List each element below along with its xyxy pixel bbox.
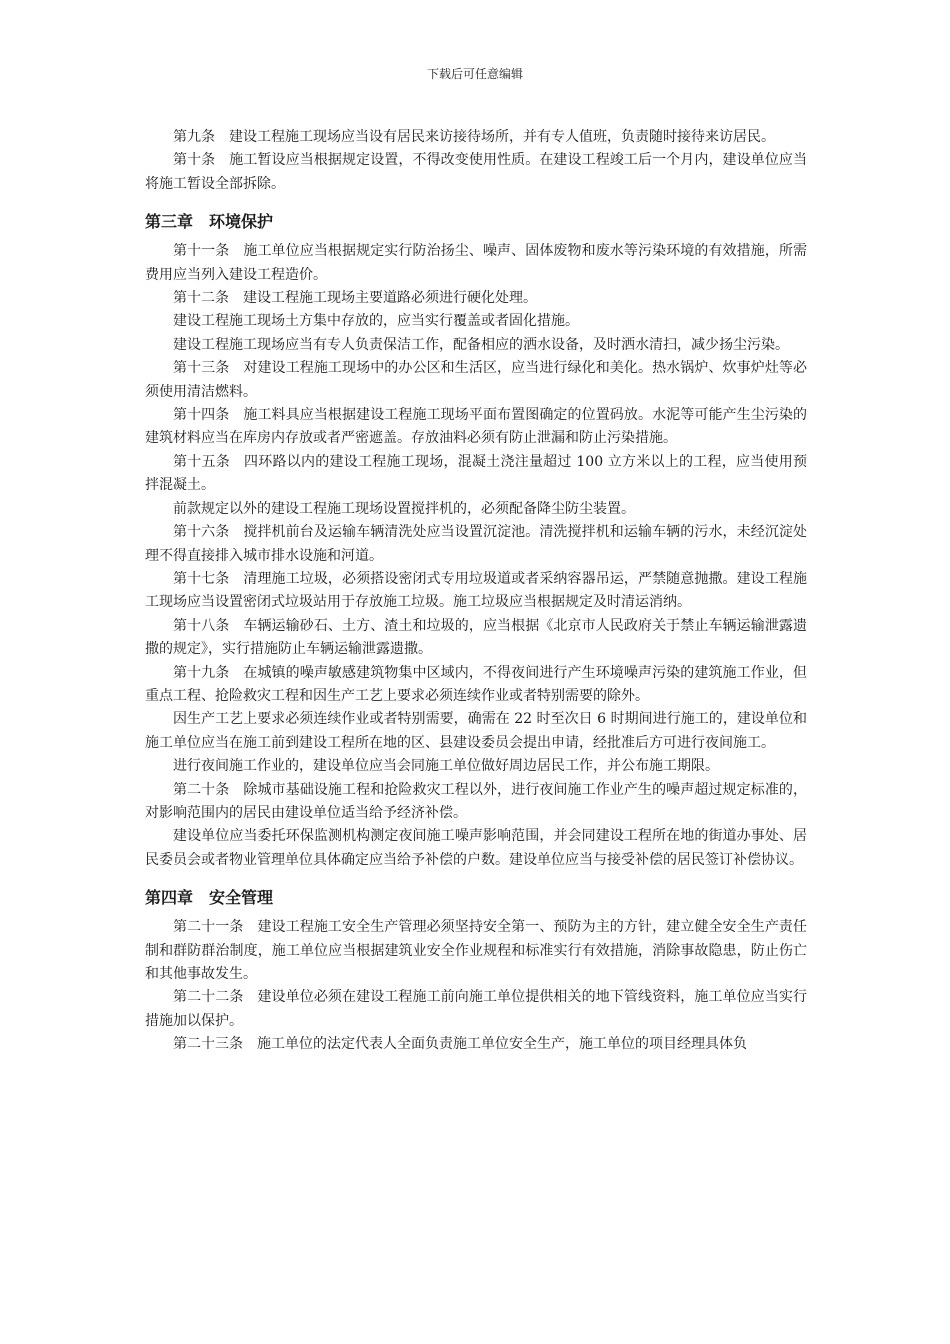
article-number: 第二十二条: [173, 989, 244, 1006]
article-text: 建设单位必须在建设工程施工前向施工单位提供相关的地下管线资料，施工单位应当实行措施加以保护。: [145, 989, 808, 1029]
article-number: 第十七条: [173, 570, 230, 587]
article-text: 建设工程施工现场应当设有居民来访接待场所，并有专人值班，负责随时接待来访居民。: [229, 129, 775, 145]
chapter-title: 安全管理: [209, 888, 274, 908]
article-text: 四环路以内的建设工程施工现场，混凝土浇注量超过 100 立方米以上的工程，应当使用预拌混凝土。: [145, 453, 808, 494]
article-text: 搅拌机前台及运输车辆清洗处应当设置沉淀池。清洗搅拌机和运输车辆的污水，未经沉淀处理不得直接排入城市排水设施和河道。: [145, 524, 808, 564]
article-number: 第十条: [173, 152, 216, 169]
article-number: 第十八条: [173, 617, 230, 634]
article-paragraph: [145, 334, 807, 357]
document-body: [145, 126, 807, 1057]
article-paragraph: [145, 755, 807, 778]
article-text: 施工单位应当根据规定实行防治扬尘、噪声、固体废物和废水等污染环境的有效措施，所需费用应当列入建设工程造价。: [145, 243, 808, 283]
article-paragraph: [145, 568, 807, 615]
article-paragraph: [145, 1033, 807, 1056]
article-paragraph: [145, 310, 807, 333]
article-paragraph: [145, 357, 807, 404]
article-number: 第二十一条: [173, 919, 244, 936]
article-number: 第二十三条: [173, 1036, 243, 1053]
article-text: 建设工程施工现场主要道路必须进行硬化处理。: [243, 290, 537, 307]
article-paragraph: [145, 916, 807, 986]
article-text: 清理施工垃圾，必须搭设密闭式专用垃圾道或者采纳容器吊运，严禁随意抛撒。建设工程施工现场应当设置密闭式垃圾站用于存放施工垃圾。施工垃圾应当根据规定及时清运消纳。: [145, 570, 808, 611]
article-paragraph: [145, 287, 807, 310]
article-number: 第十四条: [173, 407, 230, 424]
article-number: 第二十条: [173, 781, 230, 798]
article-text: 施工料具应当根据建设工程施工现场平面布置图确定的位置码放。水泥等可能产生尘污染的建筑材料应当在库房内存放或者严密遮盖。存放油料必须有防止泄漏和防止污染措施。: [145, 407, 808, 447]
article-text: 在城镇的噪声敏感建筑物集中区域内，不得夜间进行产生环境噪声污染的建筑施工作业，但重点工程、抢险救灾工程和因生产工艺上要求必须连续作业或者特别需要的除外。: [145, 664, 808, 704]
chapter-number: 第四章: [145, 888, 194, 908]
article-text: 施工单位的法定代表人全面负责施工单位安全生产，施工单位的项目经理具体负: [257, 1036, 747, 1053]
chapter-number: 第三章: [145, 212, 194, 232]
article-number: 第十一条: [173, 243, 230, 260]
chapter-title: 环境保护: [209, 212, 274, 232]
article-paragraph: [145, 521, 807, 568]
article-text: 进行夜间施工作业的，建设单位应当会同施工单位做好周边居民工作，并公布施工期限。: [173, 758, 719, 775]
article-text: 建设工程施工现场应当有专人负责保洁工作，配备相应的洒水设备，及时洒水清扫，减少扬尘污染。: [173, 336, 789, 353]
article-paragraph: [145, 986, 807, 1033]
article-number: 第十九条: [173, 664, 230, 681]
article-paragraph: [145, 240, 807, 287]
chapter-heading: [145, 210, 807, 234]
article-paragraph: [145, 451, 807, 498]
article-paragraph: [145, 126, 807, 149]
article-paragraph: [145, 825, 807, 872]
article-paragraph: [145, 498, 807, 521]
article-paragraph: [145, 404, 807, 451]
article-number: 第十五条: [173, 453, 230, 470]
article-text: 因生产工艺上要求必须连续作业或者特别需要，确需在 22 时至次日 6 时期间进行施工的，建设单位和施工单位应当在施工前到建设工程所在地的区、县建设委员会提出申请，经批准后方可进行夜间施工。: [145, 711, 807, 751]
article-text: 对建设工程施工现场中的办公区和生活区，应当进行绿化和美化。热水锅炉、炊事炉灶等必须使用清洁燃料。: [145, 360, 808, 400]
article-paragraph: [145, 615, 807, 662]
article-number: 第十六条: [173, 524, 230, 541]
article-paragraph: [145, 149, 807, 196]
article-text: 除城市基础设施工程和抢险救灾工程以外，进行夜间施工作业产生的噪声超过规定标准的，对影响范围内的居民由建设单位适当给予经济补偿。: [145, 781, 808, 821]
article-paragraph: [145, 708, 807, 755]
article-paragraph: [145, 779, 807, 826]
article-text: 施工暂设应当根据规定设置，不得改变使用性质。在建设工程竣工后一个月内，建设单位应当将施工暂设全部拆除。: [145, 152, 807, 192]
article-text: 建设单位应当委托环保监测机构测定夜间施工噪声影响范围，并会同建设工程所在地的街道办事处、居民委员会或者物业管理单位具体确定应当给予补偿的户数。建设单位应当与接受补偿的居民签订补偿协议。: [145, 828, 807, 868]
page-header: 下载后可任意编辑: [426, 67, 523, 81]
article-number: 第十二条: [173, 290, 229, 307]
article-text: 建设工程施工安全生产管理必须坚持安全第一、预防为主的方针，建立健全安全生产责任制和群防群治制度，施工单位应当根据建筑业安全作业规程和标准实行有效措施，消除事故隐患，防止伤亡和其他事故发生。: [145, 919, 808, 982]
chapter-heading: [145, 886, 807, 910]
article-text: 建设工程施工现场土方集中存放的，应当实行覆盖或者固化措施。: [173, 313, 579, 330]
article-text: 前款规定以外的建设工程施工现场设置搅拌机的，必须配备降尘防尘装置。: [173, 500, 635, 517]
article-number: 第十三条: [173, 360, 230, 377]
article-number: 第九条: [173, 129, 215, 145]
article-text: 车辆运输砂石、土方、渣土和垃圾的，应当根据《北京市人民政府关于禁止车辆运输泄露遗撒的规定》，实行措施防止车辆运输泄露遗撒。: [145, 617, 808, 658]
article-paragraph: [145, 662, 807, 709]
